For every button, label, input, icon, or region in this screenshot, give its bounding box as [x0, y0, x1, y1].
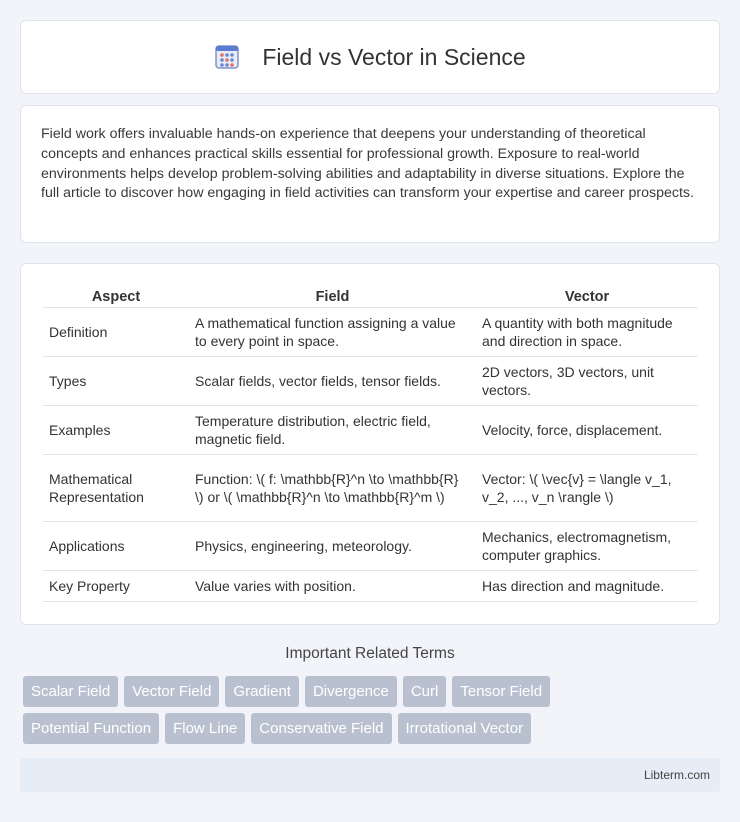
cell-aspect: Examples [43, 405, 189, 454]
tag-vector-field[interactable]: Vector Field [124, 676, 219, 707]
table-row [43, 521, 698, 570]
cell-aspect: Definition [43, 307, 189, 356]
page-title: Field vs Vector in Science [262, 43, 526, 70]
related-terms-list [23, 676, 723, 750]
intro-text: Field work offers invaluable hands-on experience that deepens your understanding of theoretical concepts and enhances practical skills essential for professional growth. Exposure to real-world environments helps develop problem-solving abilities and adaptability in diverse situations. Explore the full article to discover how engaging in field activities can transform your expertise and career prospects. [41, 126, 694, 202]
tag-flow-line[interactable]: Flow Line [165, 713, 245, 744]
tag-tensor-field[interactable]: Tensor Field [452, 676, 550, 707]
cell-vector: Vector: \( \vec{v} = \langle v_1, v_2, ..., v_n \rangle \) [476, 454, 698, 521]
cell-vector: A quantity with both magnitude and direction in space. [476, 307, 698, 356]
cell-vector: Mechanics, electromagnetism, computer graphics. [476, 521, 698, 570]
header-card [20, 20, 720, 94]
tag-scalar-field[interactable]: Scalar Field [23, 676, 118, 707]
comparison-table [43, 286, 698, 602]
cell-field: Physics, engineering, meteorology. [189, 521, 476, 570]
cell-aspect: Mathematical Representation [43, 454, 189, 521]
cell-field: A mathematical function assigning a value to every point in space. [189, 307, 476, 356]
intro-card [20, 105, 720, 243]
cell-vector: Velocity, force, displacement. [476, 405, 698, 454]
footer [20, 758, 720, 792]
table-row [43, 405, 698, 454]
table-header-row [43, 286, 698, 307]
tag-potential-function[interactable]: Potential Function [23, 713, 159, 744]
table-row [43, 454, 698, 521]
cell-aspect: Types [43, 356, 189, 405]
tag-gradient[interactable]: Gradient [225, 676, 299, 707]
tag-divergence[interactable]: Divergence [305, 676, 397, 707]
cell-field: Value varies with position. [189, 570, 476, 601]
column-header-field: Field [189, 286, 476, 307]
column-header-vector: Vector [476, 286, 698, 307]
table-row [43, 570, 698, 601]
cell-vector: Has direction and magnitude. [476, 570, 698, 601]
table-row [43, 356, 698, 405]
abacus-icon [214, 44, 240, 70]
tag-conservative-field[interactable]: Conservative Field [251, 713, 391, 744]
cell-aspect: Key Property [43, 570, 189, 601]
related-terms-heading: Important Related Terms [285, 645, 455, 662]
cell-field: Scalar fields, vector fields, tensor fields. [189, 356, 476, 405]
tag-row [23, 676, 723, 707]
column-header-aspect: Aspect [43, 286, 189, 307]
cell-aspect: Applications [43, 521, 189, 570]
cell-vector: 2D vectors, 3D vectors, unit vectors. [476, 356, 698, 405]
cell-field: Function: \( f: \mathbb{R}^n \to \mathbb{R} \) or \( \mathbb{R}^n \to \mathbb{R}^m \) [189, 454, 476, 521]
comparison-card [20, 263, 720, 625]
tag-row [23, 713, 723, 744]
footer-site-link[interactable]: Libterm.com [643, 768, 710, 782]
tag-curl[interactable]: Curl [403, 676, 447, 707]
cell-field: Temperature distribution, electric field, magnetic field. [189, 405, 476, 454]
table-row [43, 307, 698, 356]
tag-irrotational-vector[interactable]: Irrotational Vector [398, 713, 532, 744]
